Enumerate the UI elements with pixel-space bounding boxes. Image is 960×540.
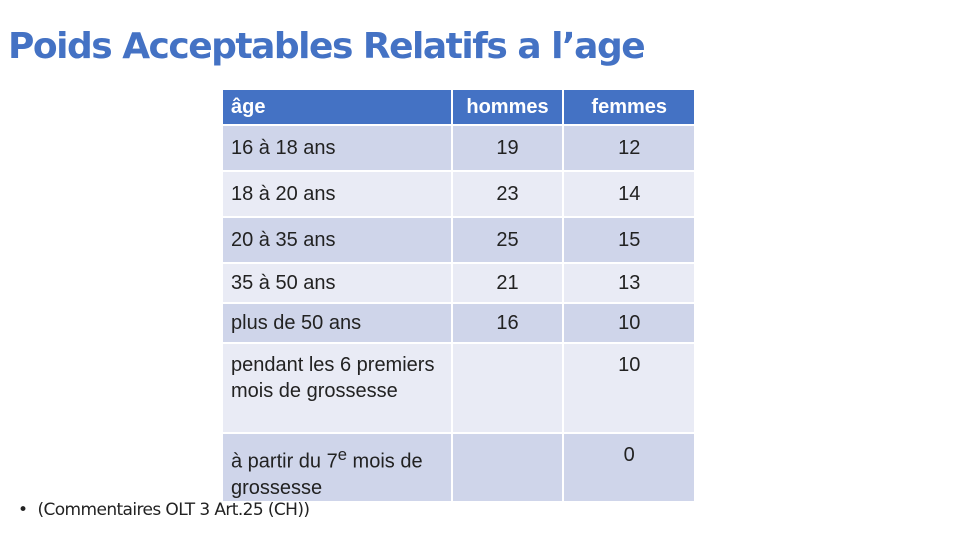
cell-men xyxy=(452,343,564,433)
cell-women: 10 xyxy=(563,343,695,433)
cell-age-superscript: e xyxy=(337,445,347,464)
table-row xyxy=(222,343,695,433)
cell-women: 15 xyxy=(563,217,695,263)
footnote xyxy=(18,500,309,520)
cell-age: plus de 50 ans xyxy=(222,303,452,343)
bullet-icon: • xyxy=(18,500,28,520)
cell-age xyxy=(222,433,452,502)
cell-age: 20 à 35 ans xyxy=(222,217,452,263)
weight-table xyxy=(221,88,696,503)
table-header-row xyxy=(222,89,695,125)
table-row xyxy=(222,433,695,502)
cell-men xyxy=(452,433,564,502)
cell-age: pendant les 6 premiers mois de grossesse xyxy=(222,343,452,433)
cell-women: 10 xyxy=(563,303,695,343)
cell-women: 0 xyxy=(563,433,695,502)
footnote-text: (Commentaires OLT 3 Art.25 (CH)) xyxy=(37,500,310,520)
cell-men: 25 xyxy=(452,217,564,263)
cell-men: 16 xyxy=(452,303,564,343)
cell-women: 12 xyxy=(563,125,695,171)
table-row xyxy=(222,303,695,343)
cell-women: 14 xyxy=(563,171,695,217)
cell-men: 21 xyxy=(452,263,564,303)
table-row xyxy=(222,171,695,217)
cell-age-prefix: à partir du 7 xyxy=(231,450,338,473)
cell-age-suffix: mois de grossesse xyxy=(231,450,423,499)
cell-age: 16 à 18 ans xyxy=(222,125,452,171)
cell-age: 35 à 50 ans xyxy=(222,263,452,303)
cell-men: 23 xyxy=(452,171,564,217)
header-age: âge xyxy=(222,89,452,125)
header-women: femmes xyxy=(563,89,695,125)
cell-age: 18 à 20 ans xyxy=(222,171,452,217)
table-row xyxy=(222,217,695,263)
table-row xyxy=(222,263,695,303)
slide-title: Poids Acceptables Relatifs a l’age xyxy=(8,26,645,67)
table-row xyxy=(222,125,695,171)
cell-men: 19 xyxy=(452,125,564,171)
header-men: hommes xyxy=(452,89,564,125)
cell-women: 13 xyxy=(563,263,695,303)
